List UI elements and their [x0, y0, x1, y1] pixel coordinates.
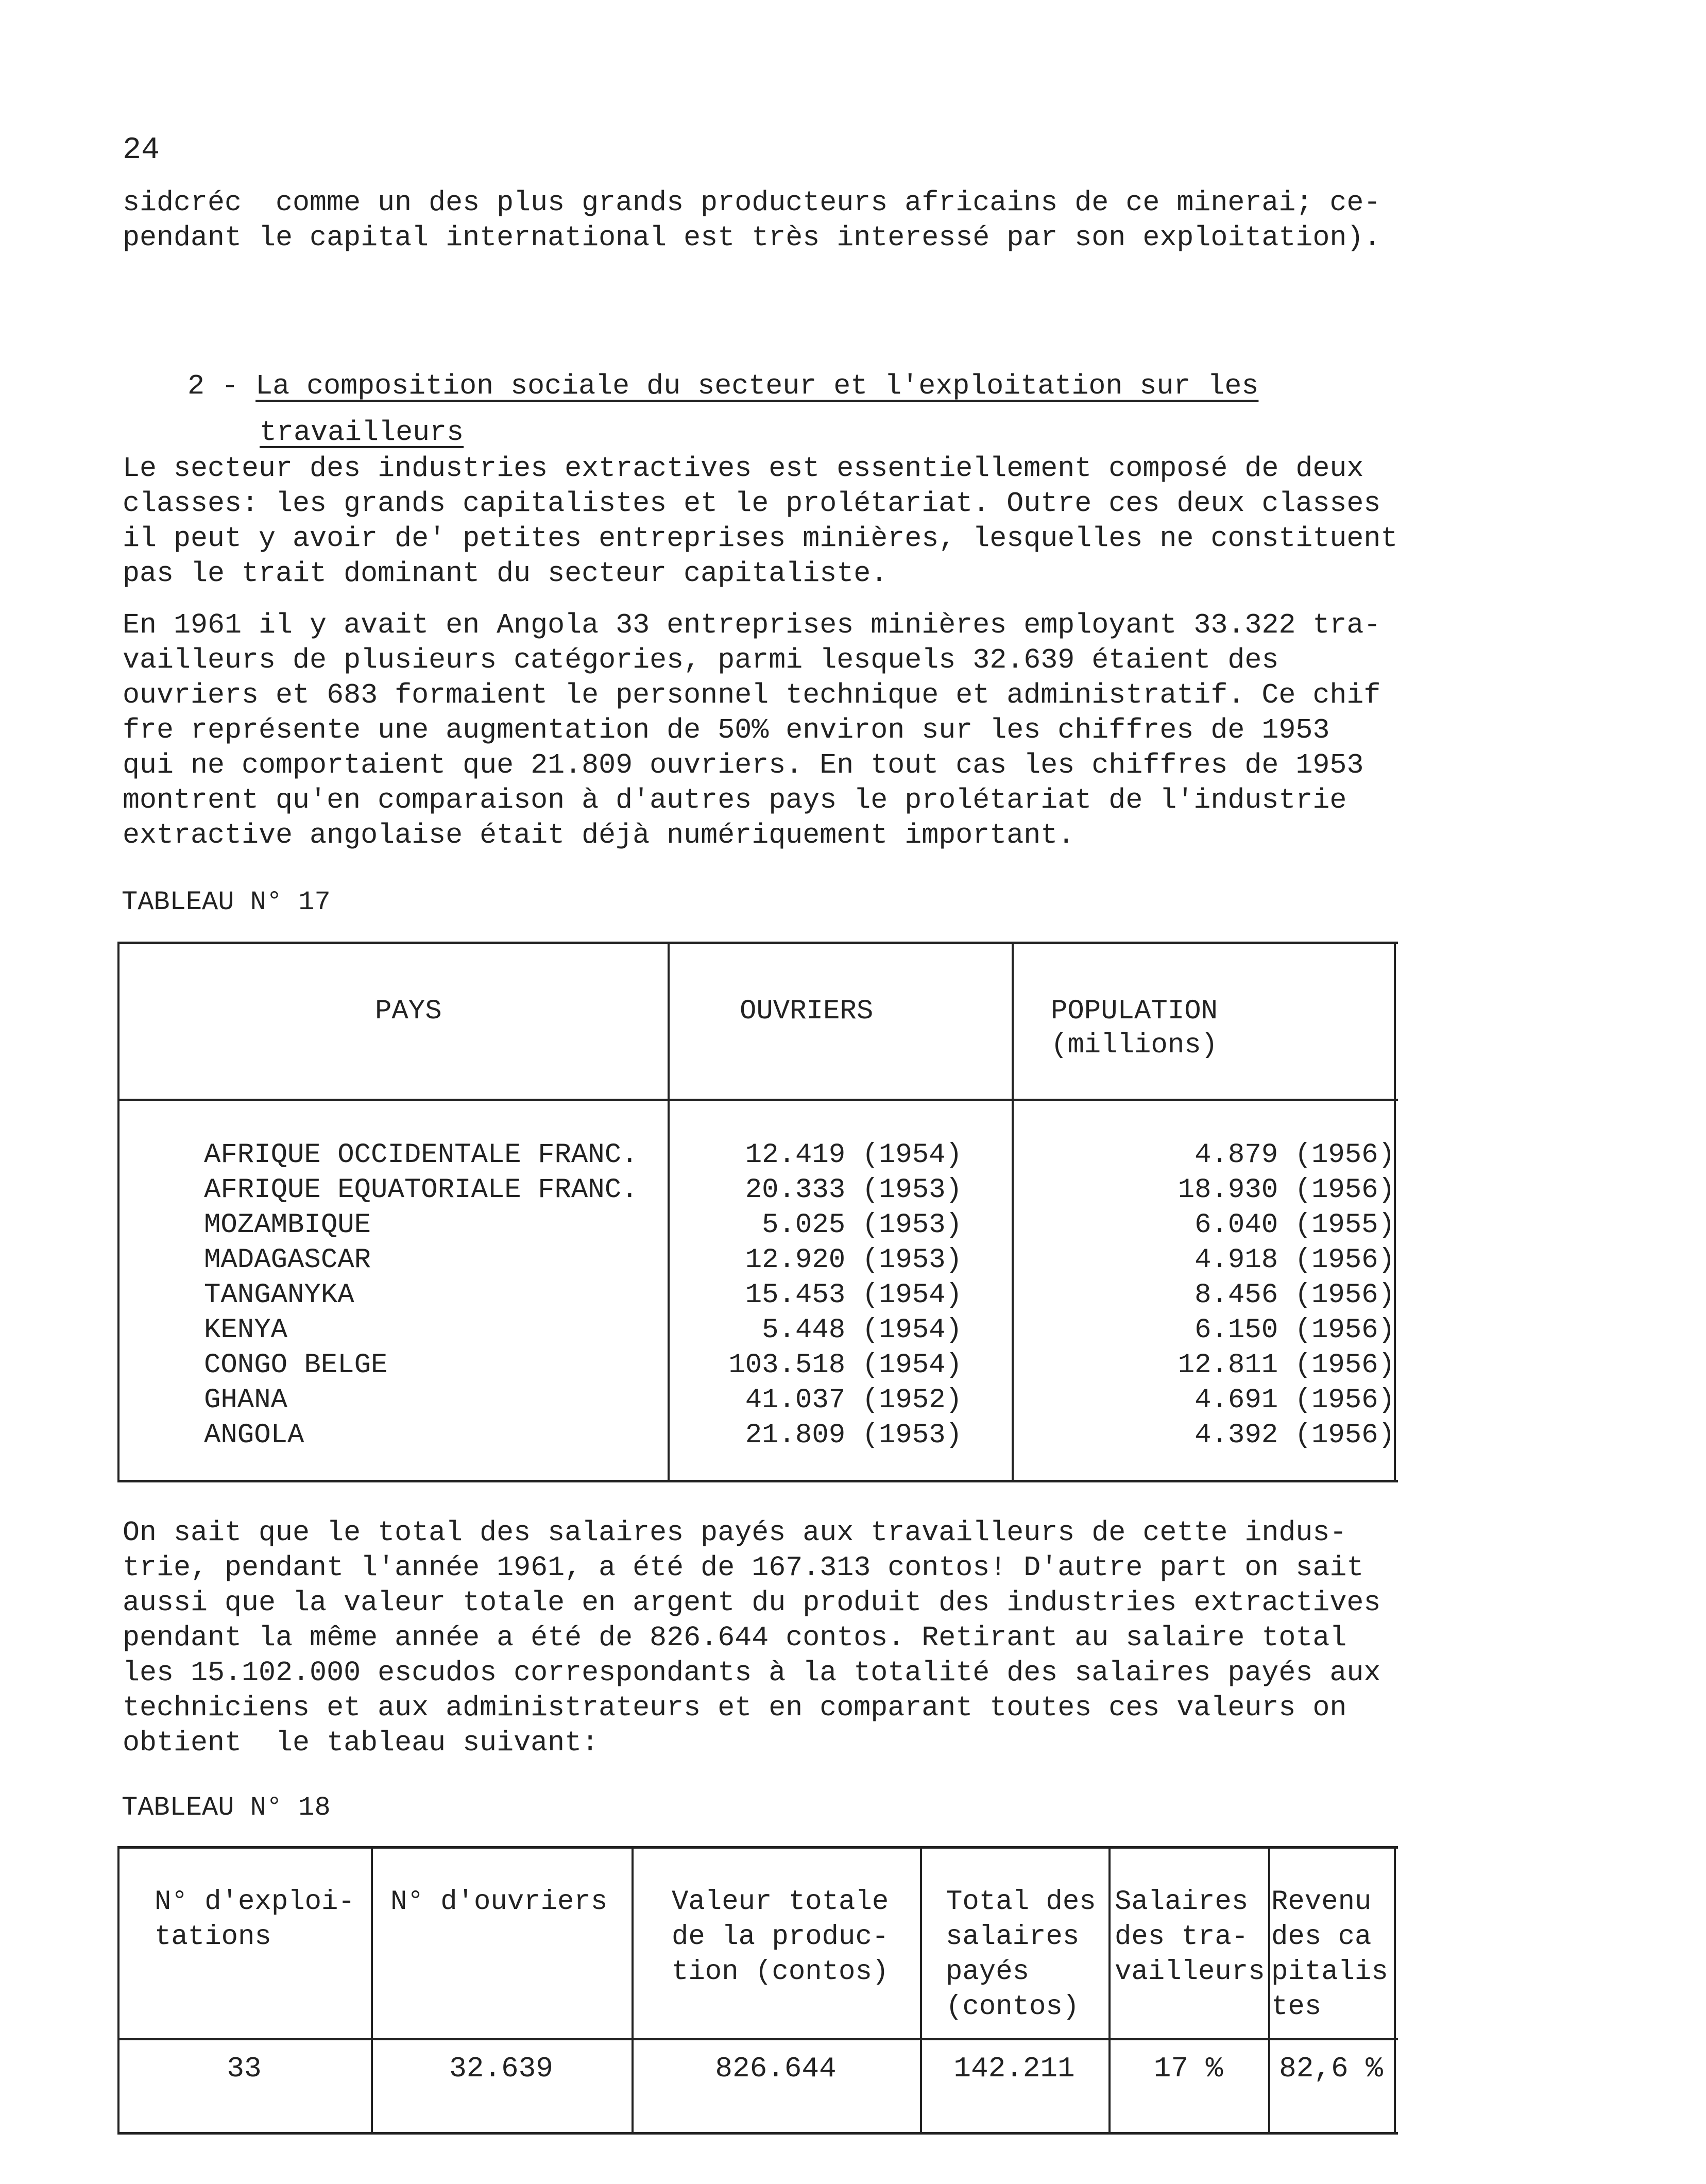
paragraph-line: ouvriers et 683 formaient le personnel technique et administratif. Ce chif: [123, 679, 1381, 711]
header-pays: PAYS: [375, 996, 442, 1027]
table-cell: 18.930 (1956): [1178, 1174, 1395, 1206]
page-number: 24: [123, 133, 160, 168]
header-revenu-capitalistes: Revenu des ca pitalis tes: [1271, 1886, 1388, 2023]
header-exploitations: N° d'exploi- tations: [155, 1886, 355, 1953]
table-cell: 4.392 (1956): [1195, 1420, 1395, 1451]
table-cell: AFRIQUE OCCIDENTALE FRANC.: [204, 1139, 638, 1171]
table-cell: 8.456 (1956): [1195, 1279, 1395, 1311]
header-population-unit: (millions): [1051, 1030, 1218, 1061]
table-cell: 12.811 (1956): [1178, 1350, 1395, 1381]
value-salaires-travailleurs: 17 %: [1153, 2052, 1223, 2085]
table-header-rule: [117, 2038, 1398, 2040]
table17-caption: TABLEAU N° 17: [122, 887, 331, 917]
table-cell: CONGO BELGE: [204, 1350, 388, 1381]
paragraph-line: classes: les grands capitalistes et le prolétariat. Outre ces deux classes: [123, 487, 1381, 520]
table-border: [117, 1849, 120, 2132]
header-population: POPULATION: [1051, 996, 1218, 1027]
column-ouvriers: [674, 1138, 962, 1453]
header-ouvriers: N° d'ouvriers: [390, 1886, 608, 1918]
table-cell: 4.879 (1956): [1195, 1139, 1395, 1171]
value-ouvriers: 32.639: [449, 2052, 553, 2085]
value-total-salaires: 142.211: [953, 2052, 1075, 2085]
table-divider: [371, 1849, 373, 2132]
table-divider: [632, 1849, 634, 2132]
header-total-salaires: Total des salaires payés (contos): [946, 1886, 1096, 2023]
table-divider: [668, 944, 670, 1480]
paragraph-line: trie, pendant l'année 1961, a été de 167.313 contos! D'autre part on sait: [123, 1551, 1364, 1584]
section-number: 2 -: [187, 370, 256, 402]
column-pays: [204, 1138, 638, 1453]
paragraph-line: qui ne comportaient que 21.809 ouvriers. En tout cas les chiffres de 1953: [123, 749, 1364, 781]
table-cell: ANGOLA: [204, 1420, 304, 1451]
table-cell: 103.518 (1954): [728, 1350, 962, 1381]
paragraph-line: pas le trait dominant du secteur capitaliste.: [123, 557, 888, 590]
table-divider: [1268, 1849, 1270, 2132]
value-valeur-production: 826.644: [715, 2052, 837, 2085]
value-exploitations: 33: [227, 2052, 262, 2085]
paragraph-line: On sait que le total des salaires payés aux travailleurs de cette indus-: [123, 1516, 1347, 1549]
paragraph-line: pendant la même année a été de 826.644 contos. Retirant au salaire total: [123, 1622, 1347, 1654]
paragraph-line: techniciens et aux administrateurs et en comparant toutes ces valeurs on: [123, 1692, 1347, 1724]
paragraph-line: extractive angolaise était déjà numériquement important.: [123, 819, 1075, 851]
table-cell: MADAGASCAR: [204, 1244, 371, 1276]
paragraph-line: aussi que la valeur totale en argent du produit des industries extractives: [123, 1586, 1381, 1619]
value-revenu-capitalistes: 82,6 %: [1279, 2052, 1383, 2085]
table-divider: [920, 1849, 922, 2132]
table-18: [117, 1846, 1398, 2135]
table-cell: 5.025 (1953): [762, 1209, 962, 1241]
table-cell: KENYA: [204, 1315, 288, 1346]
paragraph-line: obtient le tableau suivant:: [123, 1727, 599, 1759]
table-cell: 21.809 (1953): [745, 1420, 962, 1451]
table-cell: 4.918 (1956): [1195, 1244, 1395, 1276]
section-title-line2: travailleurs: [260, 416, 464, 449]
header-salaires-travailleurs: Salaires des tra- vailleurs: [1115, 1886, 1265, 1988]
column-population: [1024, 1138, 1395, 1453]
table-17: [117, 942, 1398, 1482]
table-cell: AFRIQUE EQUATORIALE FRANC.: [204, 1174, 638, 1206]
table-cell: 15.453 (1954): [745, 1279, 962, 1311]
paragraph-line: fre représente une augmentation de 50% environ sur les chiffres de 1953: [123, 714, 1330, 746]
paragraph-line: montrent qu'en comparaison à d'autres pays le prolétariat de l'industrie: [123, 784, 1347, 816]
table-cell: 5.448 (1954): [762, 1315, 962, 1346]
table-cell: 4.691 (1956): [1195, 1385, 1395, 1416]
table-divider: [1012, 944, 1014, 1480]
table-divider: [1108, 1849, 1111, 2132]
table-cell: 6.040 (1955): [1195, 1209, 1395, 1241]
paragraph-line: vailleurs de plusieurs catégories, parmi lesquels 32.639 étaient des: [123, 644, 1279, 676]
header-valeur-production: Valeur totale de la produc- tion (contos): [672, 1886, 889, 1988]
table-cell: 12.920 (1953): [745, 1244, 962, 1276]
table18-caption: TABLEAU N° 18: [122, 1793, 331, 1823]
paragraph-line: il peut y avoir de' petites entreprises minières, lesquelles ne constituent: [123, 522, 1398, 555]
intro-line: sidcréc comme un des plus grands producteurs africains de ce minerai; ce-: [123, 186, 1381, 219]
header-ouvriers: OUVRIERS: [740, 996, 874, 1027]
section-title-line1: La composition sociale du secteur et l'exploitation sur les: [255, 370, 1259, 402]
table-header-rule: [117, 1099, 1398, 1101]
paragraph-line: les 15.102.000 escudos correspondants à la totalité des salaires payés aux: [123, 1657, 1381, 1689]
table-cell: 41.037 (1952): [745, 1385, 962, 1416]
table-cell: 12.419 (1954): [745, 1139, 962, 1171]
table-border: [1394, 1849, 1396, 2132]
paragraph-line: Le secteur des industries extractives est essentiellement composé de deux: [123, 452, 1364, 485]
table-cell: 6.150 (1956): [1195, 1315, 1395, 1346]
table-cell: MOZAMBIQUE: [204, 1209, 371, 1241]
table-border: [117, 944, 120, 1480]
table-cell: 20.333 (1953): [745, 1174, 962, 1206]
paragraph-line: En 1961 il y avait en Angola 33 entreprises minières employant 33.322 tra-: [123, 609, 1381, 641]
table-cell: GHANA: [204, 1385, 288, 1416]
intro-line: pendant le capital international est très interessé par son exploitation).: [123, 221, 1381, 254]
table-cell: TANGANYKA: [204, 1279, 354, 1311]
